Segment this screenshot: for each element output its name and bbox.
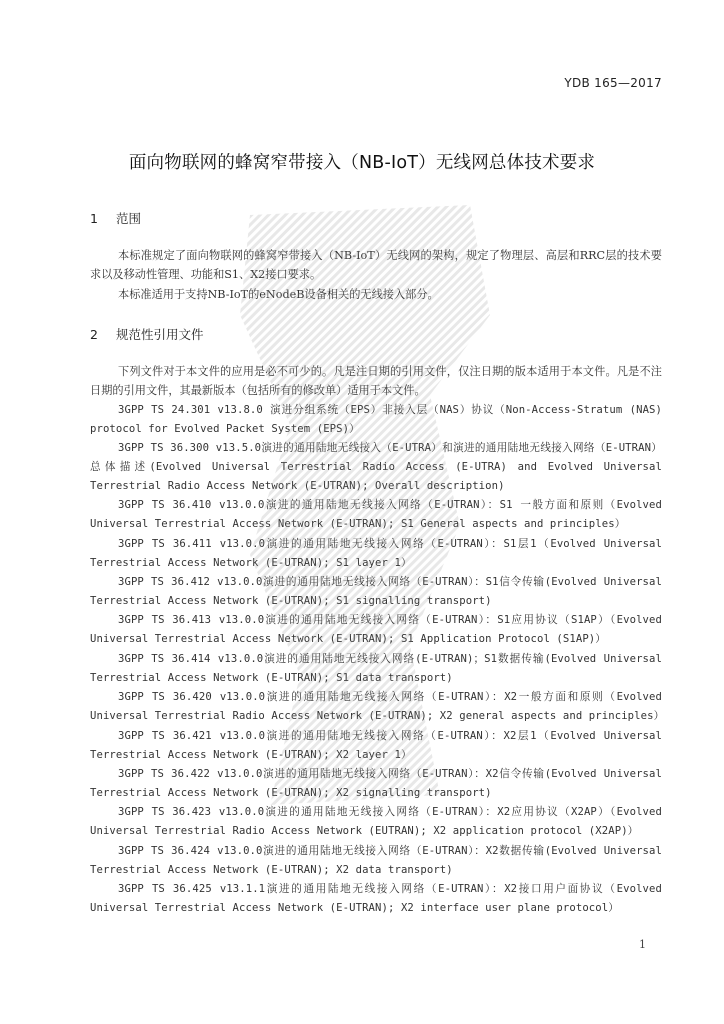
scope-paragraph-2: 本标准适用于支持NB-IoT的eNodeB设备相关的无线接入部分。 bbox=[118, 288, 439, 301]
page-number: 1 bbox=[639, 938, 646, 951]
reference-item: 3GPP TS 24.301 v13.8.0 演进分组系统（EPS）非接入层（NAS）协议（Non-Access-Stratum (NAS) protocol for Evolved Packet System (EPS)） bbox=[90, 404, 662, 436]
reference-item: 3GPP TS 36.420 v13.0.0演进的通用陆地无线接入网络（E-UTRAN）：X2一般方面和原则（Evolved Universal Terrestrial Radio Access Network (E-UTRAN); X2 general aspects and principles） bbox=[90, 691, 665, 723]
reference-item: 3GPP TS 36.412 v13.0.0演进的通用陆地无线接入网络（E-UTRAN）：S1信令传输(Evolved Universal Terrestrial Access Network (E-UTRAN); S1 signalling transport) bbox=[90, 576, 662, 608]
section-heading-references bbox=[90, 325, 204, 343]
section-title: 规范性引用文件 bbox=[115, 327, 204, 342]
section-title: 范围 bbox=[115, 211, 141, 226]
reference-item: 3GPP TS 36.424 v13.0.0演进的通用陆地无线接入网络（E-UTRAN）：X2数据传输(Evolved Universal Terrestrial Access Network (E-UTRAN); X2 data transport) bbox=[90, 845, 662, 877]
reference-item: 3GPP TS 36.413 v13.0.0演进的通用陆地无线接入网络（E-UTRAN）：S1应用协议（S1AP）（Evolved Universal Terrestrial Access Network (E-UTRAN); S1 Application Protocol (S1AP)） bbox=[90, 614, 662, 646]
references-intro: 下列文件对于本文件的应用是必不可少的。凡是注日期的引用文件，仅注日期的版本适用于本文件。凡是不注日期的引用文件，其最新版本（包括所有的修改单）适用于本文件。 bbox=[90, 365, 662, 398]
document-code: YDB 165—2017 bbox=[564, 76, 662, 90]
section-number: 1 bbox=[90, 211, 98, 226]
scope-paragraph-1: 本标准规定了面向物联网的蜂窝窄带接入（NB-IoT）无线网的架构，规定了物理层、高层和RRC层的技术要求以及移动性管理、功能和S1、X2接口要求。 bbox=[90, 249, 662, 282]
section-heading-scope bbox=[90, 209, 141, 227]
reference-item: 3GPP TS 36.410 v13.0.0演进的通用陆地无线接入网络（E-UTRAN）：S1 一般方面和原则（Evolved Universal Terrestrial Access Network (E-UTRAN); S1 General aspects and principles） bbox=[90, 499, 662, 531]
reference-item: 3GPP TS 36.423 v13.0.0演进的通用陆地无线接入网络（E-UTRAN）：X2应用协议（X2AP）（Evolved Universal Terrestrial Radio Access Network (EUTRAN); X2 application protocol (X2AP)） bbox=[90, 806, 662, 838]
reference-item: 3GPP TS 36.411 v13.0.0演进的通用陆地无线接入网络（E-UTRAN）：S1层1（Evolved Universal Terrestrial Access Network (E-UTRAN); S1 layer 1） bbox=[90, 538, 662, 570]
section-number: 2 bbox=[90, 327, 98, 342]
reference-item: 3GPP TS 36.414 v13.0.0演进的通用陆地无线接入网络(E-UTRAN)；S1数据传输(Evolved Universal Terrestrial Access Network (E-UTRAN); S1 data transport) bbox=[90, 653, 662, 685]
reference-item: 3GPP TS 36.422 v13.0.0演进的通用陆地无线接入网络（E-UTRAN）：X2信令传输(Evolved Universal Terrestrial Access Network (E-UTRAN); X2 signalling transport) bbox=[90, 768, 662, 800]
document-title: 面向物联网的蜂窝窄带接入（NB-IoT）无线网总体技术要求 bbox=[128, 153, 596, 173]
reference-item: 3GPP TS 36.425 v13.1.1演进的通用陆地无线接入网络（E-UTRAN）：X2接口用户面协议（Evolved Universal Terrestrial Access Network (E-UTRAN); X2 interface user plane protocol） bbox=[90, 883, 662, 915]
reference-item: 3GPP TS 36.421 v13.0.0演进的通用陆地无线接入网络（E-UTRAN）：X2层1（Evolved Universal Terrestrial Access Network (E-UTRAN); X2 layer 1） bbox=[90, 730, 662, 762]
reference-item: 3GPP TS 36.300 v13.5.0演进的通用陆地无线接入（E-UTRA）和演进的通用陆地无线接入网络（E-UTRAN）总体描述(Evolved Universal Terrestrial Radio Access (E-UTRA) and Evolved Universal Terrestrial Radio Access Network (E-UTRAN); Overall description) bbox=[90, 442, 662, 493]
